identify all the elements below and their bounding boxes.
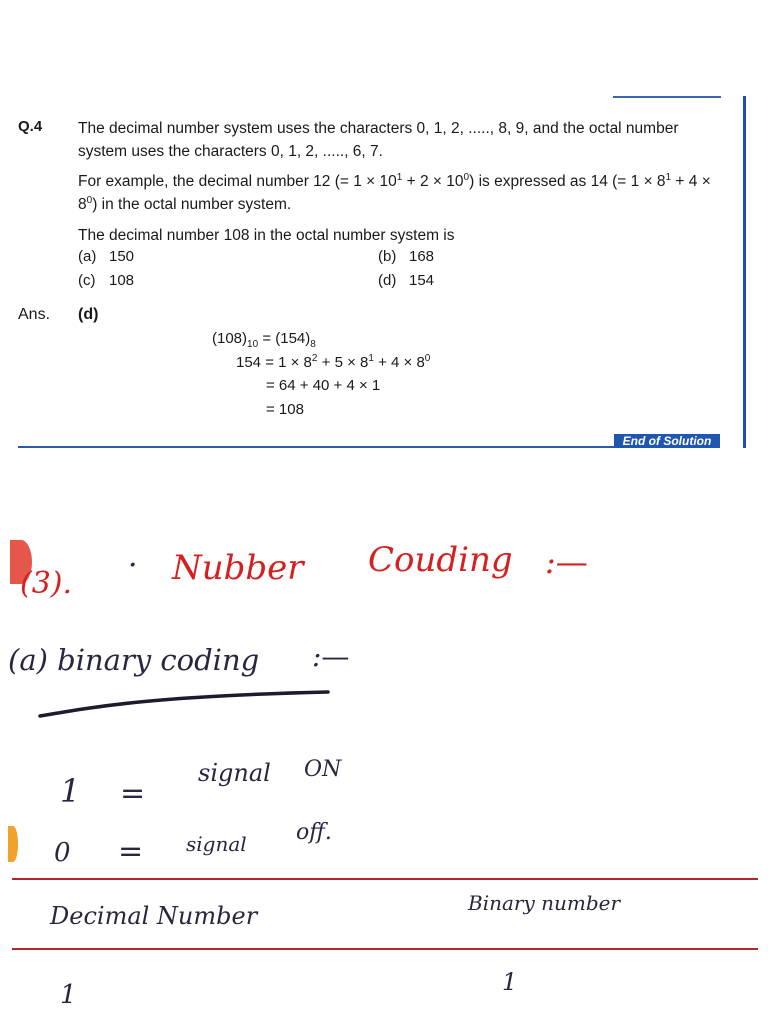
question-example: For example, the decimal number 12 (= $1 \times 10^1 + 2 \times 10^0$) is expressed as 14 (= $1 \times 8^1 + 4 \times 8^0$) in the octal number system.	[78, 172, 711, 213]
section-title-colon: :—	[545, 543, 588, 581]
binary-coding-heading: (a) binary coding	[8, 643, 260, 677]
orange-margin-mark	[8, 826, 18, 862]
state-off: off.	[296, 820, 332, 845]
question-prompt: The decimal number 108 in the octal number system is	[78, 227, 455, 244]
option-a: (a) 150	[78, 248, 135, 265]
option-b: (b) 168	[378, 248, 435, 265]
section-number: (3).	[20, 566, 73, 601]
question-intro: The decimal number system uses the characters 0, 1, 2, ....., 8, 9, and the octal number system uses the characters 0, 1, 2, ....., 6, 7.	[78, 120, 679, 160]
equation-line-3: = 64 + 40 + 4 × 1	[266, 377, 381, 394]
table-header-rule	[12, 948, 758, 950]
bullet-dot: ·	[128, 548, 138, 583]
equals-sign-2: =	[118, 834, 144, 869]
option-c: (c) 108	[78, 272, 135, 289]
answer-label: Ans.	[18, 306, 51, 323]
question-label: Q.4	[18, 118, 43, 135]
side-accent-rule	[743, 96, 746, 448]
binary-coding-colon: :—	[312, 640, 350, 673]
top-accent-rule	[613, 96, 721, 98]
digit-zero: 0	[54, 838, 71, 868]
column-header-decimal: Decimal Number	[50, 902, 258, 930]
section-title-word-2: Couding	[368, 540, 513, 580]
answer-value: (d)	[78, 306, 99, 323]
column-header-binary: Binary number	[468, 891, 621, 915]
equals-sign-1: =	[120, 776, 146, 811]
end-of-solution-tag: End of Solution	[614, 434, 720, 448]
signal-label-1: signal	[198, 759, 271, 787]
equation-line-1: $(108)_{10} = (154)_8$	[212, 330, 316, 350]
digit-one: 1	[60, 772, 81, 810]
state-on: ON	[304, 757, 342, 782]
binary-value-1: 1	[502, 968, 518, 996]
equation-line-2: $154 = 1 \times 8^2 + 5 \times 8^1 + 4 \times 8^0$	[236, 353, 431, 371]
signal-label-2: signal	[186, 832, 247, 856]
decimal-value-1: 1	[60, 980, 77, 1010]
table-top-rule	[12, 878, 758, 880]
equation-line-4: = 108	[266, 401, 304, 418]
option-d: (d) 154	[378, 272, 435, 289]
heading-underline	[38, 686, 338, 720]
printed-solution	[0, 0, 768, 460]
section-title-word-1: Nubber	[172, 548, 304, 588]
